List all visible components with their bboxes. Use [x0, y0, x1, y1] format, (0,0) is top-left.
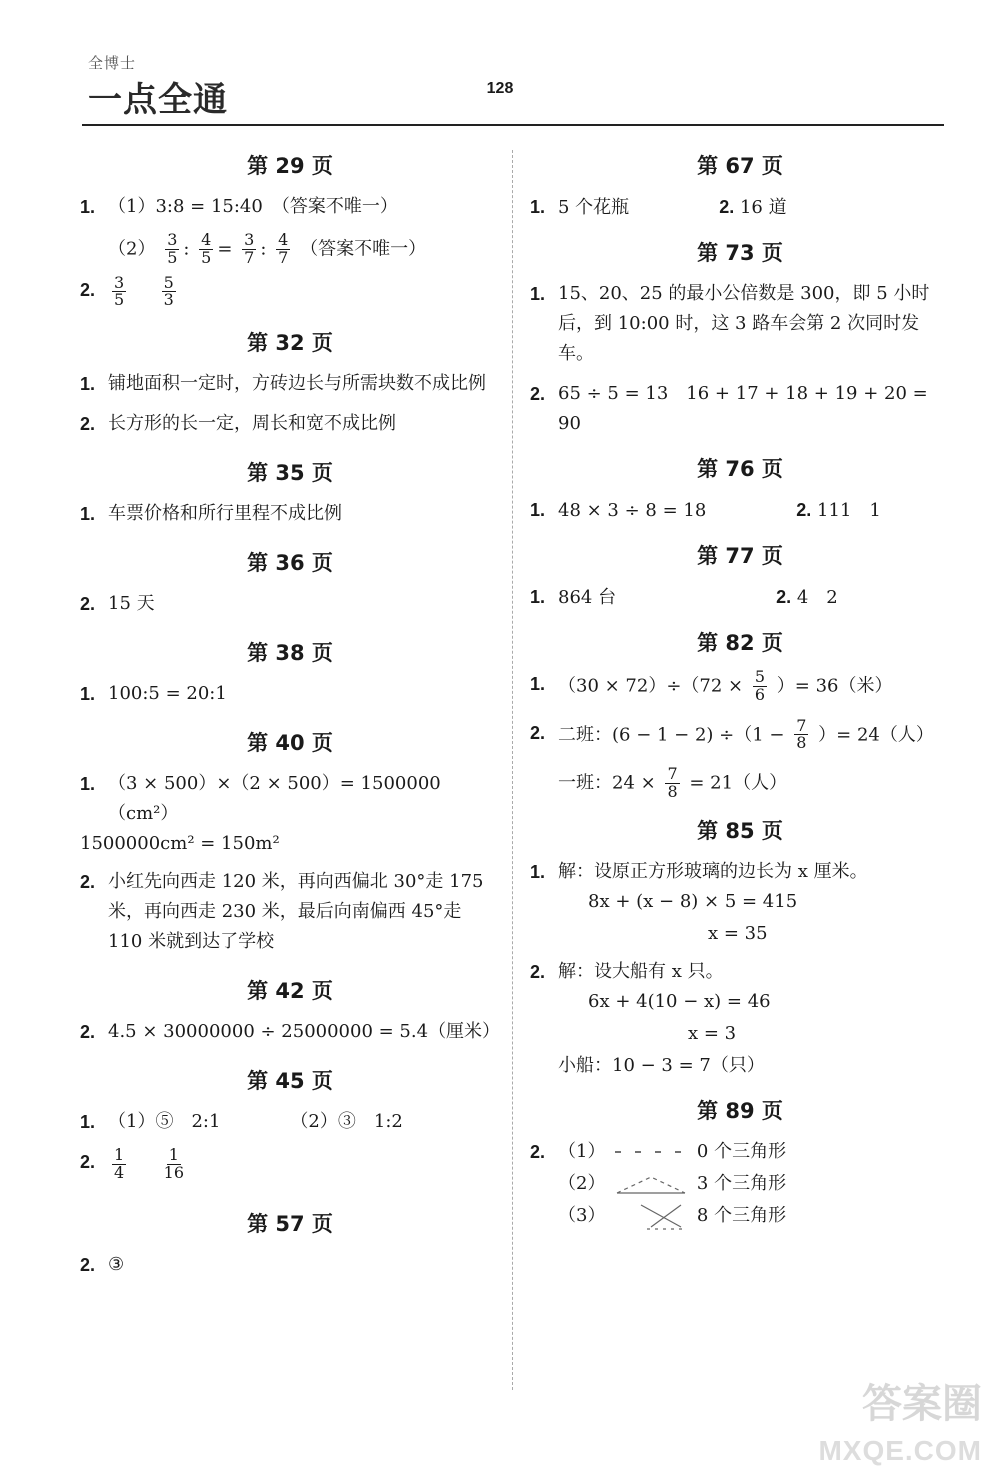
answer-item: 2. 65 ÷ 5 = 13 16 + 17 + 18 + 19 + 20 = 90: [530, 383, 928, 434]
logo: 一点全通: [88, 80, 228, 120]
header-rule: [82, 124, 944, 126]
answer-item: 1. 车票价格和所行里程不成比例: [80, 503, 342, 525]
section-title: 第 29 页: [247, 154, 333, 178]
fraction: $\frac{5}{6}$: [754, 667, 766, 704]
answer-item: 2. 小红先向西走 120 米，再向西偏北 30°走 175 米，再向西走 230 米，最后向南偏西 45°走 110 米就到达了学校: [80, 871, 484, 953]
section-p57: [80, 1208, 500, 1280]
left-column: [80, 150, 500, 1290]
triangle-figure-icon: [611, 1171, 691, 1197]
answer-item: 2. $\frac{1}{4}$ $\frac{1}{16}$: [80, 1145, 185, 1182]
section-title: 第 77 页: [697, 544, 783, 568]
column-divider: [512, 150, 513, 1390]
section-p40: [80, 727, 500, 957]
section-p35: [80, 457, 500, 529]
section-p89: [530, 1095, 950, 1231]
section-p82: [530, 627, 950, 801]
section-title: 第 57 页: [247, 1211, 333, 1236]
section-p76: [530, 453, 950, 526]
answer-item: 1. 5 个花瓶 2. 16 道: [530, 197, 787, 218]
fraction: $\frac{1}{16}$: [163, 1145, 185, 1182]
section-p73: [530, 237, 950, 439]
answer-item: [80, 192, 500, 222]
right-column: [530, 150, 950, 1239]
fraction: $\frac{1}{4}$: [114, 1145, 125, 1182]
answer-subitem: （3） 8 个三角形: [558, 1201, 950, 1231]
answer-item: 1. （1）⑤ 2:1 （2）③ 1:2: [80, 1111, 403, 1133]
answer-subitem: 一班：24 × $\frac{7}{8}$ = 21（人）: [558, 764, 788, 801]
section-p36: [80, 547, 500, 619]
section-title: 第 82 页: [697, 631, 783, 655]
answer-item: 1. 铺地面积一定时，方砖边长与所需块数不成比例: [80, 373, 486, 395]
item-text: （1）3:8 = 15:40 （答案不唯一）: [108, 196, 398, 217]
section-title: 第 42 页: [247, 979, 333, 1004]
answer-item: 1. 48 × 3 ÷ 8 = 18 2. 111 1: [530, 500, 881, 521]
section-title: 第 73 页: [697, 241, 783, 265]
answer-subitem: （2） 3 个三角形: [558, 1169, 950, 1199]
section-p77: [530, 540, 950, 613]
answer-item: 1. 解：设原正方形玻璃的边长为 x 厘米。: [530, 860, 868, 882]
triangle-figure-icon: [611, 1201, 691, 1231]
answer-item: 1. （30 × 72）÷（72 × $\frac{5}{6}$ ）= 36（米）: [530, 667, 893, 704]
equation-line: 小船：10 − 3 = 7（只）: [558, 1054, 765, 1076]
fraction: $\frac{4}{7}$: [278, 230, 289, 267]
section-title: 第 45 页: [247, 1069, 333, 1094]
section-title: 第 67 页: [697, 154, 783, 178]
section-p42: [80, 975, 500, 1047]
section-title: 第 85 页: [697, 818, 783, 843]
fraction: $\frac{4}{5}$: [201, 230, 212, 267]
answer-item: 2. ③: [80, 1253, 125, 1275]
section-p32: [80, 327, 500, 439]
fraction: $\frac{3}{7}$: [244, 230, 255, 267]
answer-item: 2. 长方形的长一定，周长和宽不成比例: [80, 413, 396, 435]
answer-item: 2. 二班：(6 − 1 − 2) ÷（1 − $\frac{7}{8}$ ）= 24（人）: [530, 715, 934, 753]
page-number: 128: [486, 80, 514, 97]
equation-line: 8x + (x − 8) × 5 = 415: [588, 890, 798, 912]
answer-item: 2. 4.5 × 30000000 ÷ 25000000 = 5.4（厘米）: [80, 1021, 501, 1043]
answer-item: 1. 15、20、25 的最小公倍数是 300，即 5 小时后，到 10:00 时，这 3 路车会第 2 次同时发车。: [530, 283, 930, 364]
page-header: [0, 0, 1000, 130]
equation-line: 6x + 4(10 − x) = 46: [588, 990, 771, 1012]
answer-item: 2. 解：设大船有 x 只。: [530, 960, 724, 982]
section-p85: [530, 815, 950, 1081]
answer-subitem: 1500000cm² = 150m²: [80, 833, 280, 855]
section-title: 第 40 页: [247, 731, 333, 756]
fraction: $\frac{3}{5}$: [114, 272, 125, 310]
logo-small-text: 全博士: [88, 54, 137, 72]
section-title: 第 32 页: [247, 331, 333, 356]
section-title: 第 38 页: [247, 641, 333, 666]
equation-line: x = 35: [708, 922, 768, 944]
equation-line: x = 3: [688, 1022, 737, 1044]
answer-item: 1. 100:5 = 20:1: [80, 683, 227, 705]
answer-item: [80, 272, 500, 310]
fraction: $\frac{7}{8}$: [667, 764, 678, 801]
section-p38: [80, 637, 500, 709]
section-title: 第 35 页: [247, 461, 333, 486]
answer-item: 1. （3 × 500）×（2 × 500）= 1500000（cm²）: [80, 773, 441, 825]
section-title: 第 89 页: [697, 1098, 783, 1123]
section-p67: [530, 150, 950, 223]
item-number: 1.: [80, 197, 96, 217]
section-title: 第 76 页: [697, 457, 783, 481]
line-figure-icon: [611, 1142, 691, 1162]
answer-item: 1. 864 台 2. 4 2: [530, 587, 838, 608]
answer-item: 2. （1） 0 个三角形: [530, 1140, 787, 1162]
section-p45: [80, 1065, 500, 1182]
watermark-url: MXQE.COM: [818, 1435, 982, 1466]
fraction: $\frac{7}{8}$: [796, 715, 807, 753]
section-p29: [80, 150, 500, 309]
fraction: $\frac{5}{3}$: [163, 272, 174, 310]
section-title: 第 36 页: [247, 551, 333, 576]
answer-item: 2. 15 天: [80, 593, 155, 615]
fraction: $\frac{3}{5}$: [167, 230, 178, 267]
answer-subitem: （2） $\frac{3}{5}$ : $\frac{4}{5}$ = $\frac{3}{7}$ : $\frac{4}{7}$ （答案不唯一）: [108, 230, 427, 267]
watermark-text: 答案圈: [862, 1381, 982, 1427]
item-number: 2.: [80, 279, 96, 300]
